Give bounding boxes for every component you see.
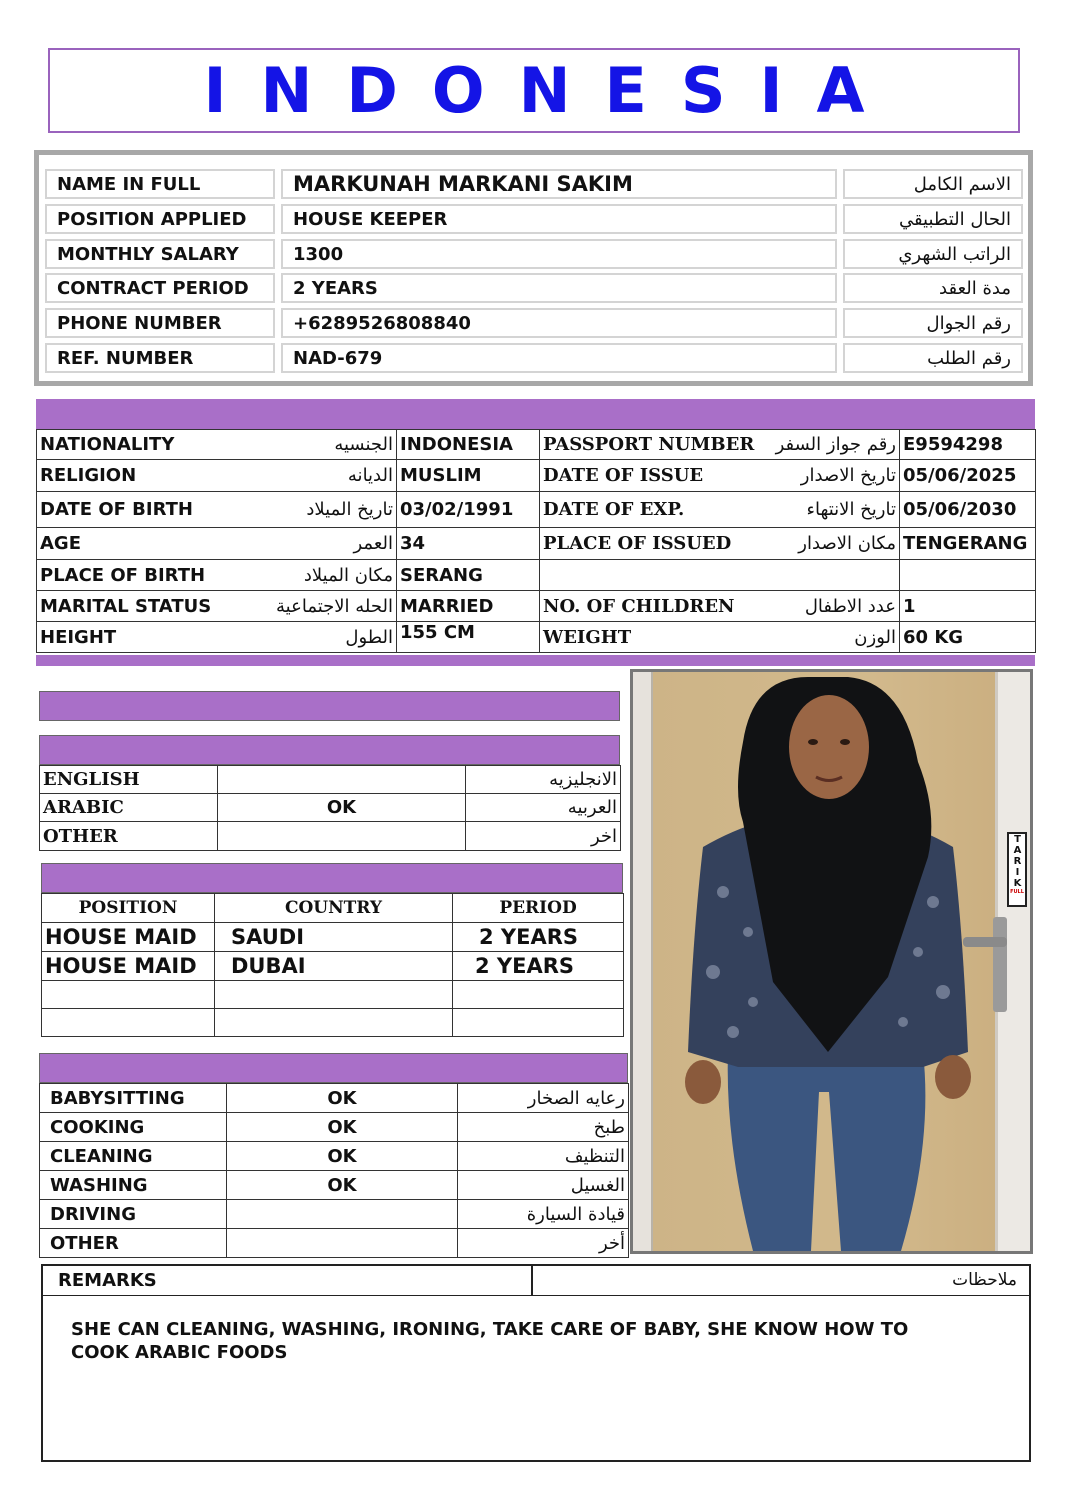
info-arabic: رقم الطلب: [843, 343, 1023, 373]
experience-row: [42, 1009, 624, 1037]
detail-arabic: الحله الاجتماعية: [276, 595, 393, 617]
experience-country: [215, 1009, 453, 1037]
skill-arabic: التنظيف: [458, 1142, 629, 1171]
detail-arabic: الطول: [345, 626, 393, 648]
skill-arabic: رعايه الصخار: [458, 1084, 629, 1113]
details-row: [37, 460, 1036, 492]
candidate-photo: [630, 669, 1033, 1254]
experience-header-country: COUNTRY: [215, 894, 453, 923]
details-row: [37, 528, 1036, 560]
detail-value: SERANG: [397, 560, 540, 591]
remarks-divider: [531, 1266, 533, 1296]
info-row-salary: [45, 239, 1023, 269]
language-row: [40, 822, 621, 851]
language-row: [40, 766, 621, 794]
skill-value: OK: [227, 1171, 458, 1200]
details-row: [37, 492, 1036, 528]
language-row: [40, 794, 621, 822]
experience-header-position: POSITION: [42, 894, 215, 923]
detail-label: NO. OF CHILDREN: [543, 595, 735, 617]
info-arabic: الاسم الكامل: [843, 169, 1023, 199]
skill-arabic: أخر: [458, 1229, 629, 1258]
info-label: PHONE NUMBER: [45, 308, 275, 338]
skill-row: [40, 1084, 629, 1113]
detail-arabic: تاريخ الانتهاء: [806, 499, 896, 520]
experience-country: DUBAI: [215, 952, 453, 981]
experience-row: [42, 923, 624, 952]
experience-row: [42, 981, 624, 1009]
skill-row: [40, 1113, 629, 1142]
remarks-section: [41, 1264, 1031, 1462]
skill-label: WASHING: [40, 1171, 227, 1200]
detail-arabic: تاريخ الميلاد: [306, 499, 393, 520]
experience-period: 2 YEARS: [453, 923, 624, 952]
detail-arabic: الوزن: [854, 626, 896, 648]
detail-value: 1: [900, 591, 1036, 622]
info-label: REF. NUMBER: [45, 343, 275, 373]
details-row: [37, 430, 1036, 460]
language-arabic: الانجليزيه: [466, 766, 621, 794]
skill-value: OK: [227, 1113, 458, 1142]
details-header-bar: [36, 399, 1035, 429]
skill-arabic: قيادة السيارة: [458, 1200, 629, 1229]
skill-label: CLEANING: [40, 1142, 227, 1171]
experience-position: HOUSE MAID: [42, 952, 215, 981]
detail-value: MUSLIM: [397, 460, 540, 492]
skill-label: COOKING: [40, 1113, 227, 1142]
info-row-phone: [45, 308, 1023, 338]
info-label: MONTHLY SALARY: [45, 239, 275, 269]
info-label: NAME IN FULL: [45, 169, 275, 199]
details-row: [37, 560, 1036, 591]
skill-label: OTHER: [40, 1229, 227, 1258]
detail-label: DATE OF ISSUE: [543, 465, 704, 486]
skill-arabic: الغسيل: [458, 1171, 629, 1200]
detail-arabic: الجنسيه: [334, 434, 393, 455]
detail-value: 05/06/2025: [900, 460, 1036, 492]
experience-table: [41, 893, 624, 1037]
detail-value: INDONESIA: [397, 430, 540, 460]
details-table: [36, 429, 1036, 653]
remarks-label: REMARKS: [58, 1270, 157, 1291]
skill-row: [40, 1200, 629, 1229]
detail-label: RELIGION: [40, 465, 137, 486]
experience-row: [42, 952, 624, 981]
languages-header-bar: [39, 735, 620, 765]
detail-label: PASSPORT NUMBER: [543, 434, 755, 455]
remarks-arabic-label: ملاحظات: [952, 1270, 1017, 1290]
detail-value: E9594298: [900, 430, 1036, 460]
experience-period: 2 YEARS: [453, 952, 624, 981]
info-value: +6289526808840: [281, 308, 837, 338]
detail-label: HEIGHT: [40, 626, 117, 648]
detail-arabic: العمر: [353, 533, 393, 554]
skill-label: DRIVING: [40, 1200, 227, 1229]
language-arabic: العربيه: [466, 794, 621, 822]
experience-header-period: PERIOD: [453, 894, 624, 923]
experience-country: [215, 981, 453, 1009]
section-bar: [39, 691, 620, 721]
detail-arabic: الديانه: [347, 465, 393, 486]
remarks-header: [43, 1266, 1029, 1296]
info-arabic: رقم الجوال: [843, 308, 1023, 338]
experience-header-row: [42, 894, 624, 923]
detail-label: NATIONALITY: [40, 434, 175, 455]
experience-header-bar: [41, 863, 623, 893]
page-title: INDONESIA: [203, 54, 899, 127]
info-value: 2 YEARS: [281, 273, 837, 303]
info-row-ref: [45, 343, 1023, 373]
remarks-text: [71, 1318, 908, 1364]
detail-arabic: رقم جواز السفر: [775, 434, 896, 455]
language-value: OK: [218, 794, 466, 822]
detail-label: AGE: [40, 533, 82, 554]
detail-arabic: مكان الميلاد: [303, 564, 393, 586]
detail-label: WEIGHT: [543, 626, 632, 648]
info-arabic: الحال التطبيقي: [843, 204, 1023, 234]
language-arabic: اخر: [466, 822, 621, 851]
detail-value: 03/02/1991: [397, 492, 540, 528]
skill-row: [40, 1171, 629, 1200]
skill-arabic: طبخ: [458, 1113, 629, 1142]
person-figure: [633, 672, 1030, 1251]
skill-value: [227, 1229, 458, 1258]
language-label: ARABIC: [40, 794, 218, 822]
skills-table: [39, 1083, 629, 1258]
info-label: CONTRACT PERIOD: [45, 273, 275, 303]
experience-period: [453, 1009, 624, 1037]
detail-value: 05/06/2030: [900, 492, 1036, 528]
languages-table: [39, 765, 621, 851]
detail-value: 155 CM: [397, 622, 540, 653]
detail-label: DATE OF EXP.: [543, 499, 685, 520]
info-value: HOUSE KEEPER: [281, 204, 837, 234]
skill-row: [40, 1142, 629, 1171]
info-arabic: الراتب الشهري: [843, 239, 1023, 269]
experience-country: SAUDI: [215, 923, 453, 952]
detail-value: MARRIED: [397, 591, 540, 622]
skill-value: OK: [227, 1142, 458, 1171]
details-footer-bar: [36, 655, 1035, 666]
language-label: ENGLISH: [40, 766, 218, 794]
info-row-name: [45, 169, 1023, 199]
info-value: NAD-679: [281, 343, 837, 373]
experience-position: HOUSE MAID: [42, 923, 215, 952]
skill-label: BABYSITTING: [40, 1084, 227, 1113]
title-box: [48, 48, 1020, 133]
skill-row: [40, 1229, 629, 1258]
language-value: [218, 822, 466, 851]
detail-arabic: عدد الاطفال: [804, 595, 896, 617]
detail-value: 60 KG: [900, 622, 1036, 653]
info-row-contract: [45, 273, 1023, 303]
remarks-text-line: COOK ARABIC FOODS: [71, 1342, 288, 1363]
details-row: [37, 591, 1036, 622]
details-row: [37, 622, 1036, 653]
experience-position: [42, 1009, 215, 1037]
language-value: [218, 766, 466, 794]
skills-header-bar: [39, 1053, 628, 1083]
detail-arabic: مكان الاصدار: [798, 533, 896, 554]
detail-value: 34: [397, 528, 540, 560]
detail-label: PLACE OF ISSUED: [543, 533, 732, 554]
detail-label: MARITAL STATUS: [40, 595, 212, 617]
info-row-position: [45, 204, 1023, 234]
skill-value: [227, 1200, 458, 1229]
detail-label: DATE OF BIRTH: [40, 499, 193, 520]
experience-period: [453, 981, 624, 1009]
remarks-text-line: SHE CAN CLEANING, WASHING, IRONING, TAKE CARE OF BABY, SHE KNOW HOW TO: [71, 1319, 909, 1340]
detail-value: [900, 560, 1036, 591]
detail-arabic: تاريخ الاصدار: [800, 465, 896, 486]
info-label: POSITION APPLIED: [45, 204, 275, 234]
detail-label: PLACE OF BIRTH: [40, 564, 206, 586]
basic-info-section: [34, 150, 1033, 386]
door-sign-text: TARIK: [1012, 834, 1023, 889]
detail-value: TENGERANG: [900, 528, 1036, 560]
language-label: OTHER: [40, 822, 218, 851]
experience-position: [42, 981, 215, 1009]
info-value: 1300: [281, 239, 837, 269]
door-sign-subtext: FULL: [1010, 889, 1024, 895]
info-arabic: مدة العقد: [843, 273, 1023, 303]
info-value: MARKUNAH MARKANI SAKIM: [281, 169, 837, 199]
skill-value: OK: [227, 1084, 458, 1113]
